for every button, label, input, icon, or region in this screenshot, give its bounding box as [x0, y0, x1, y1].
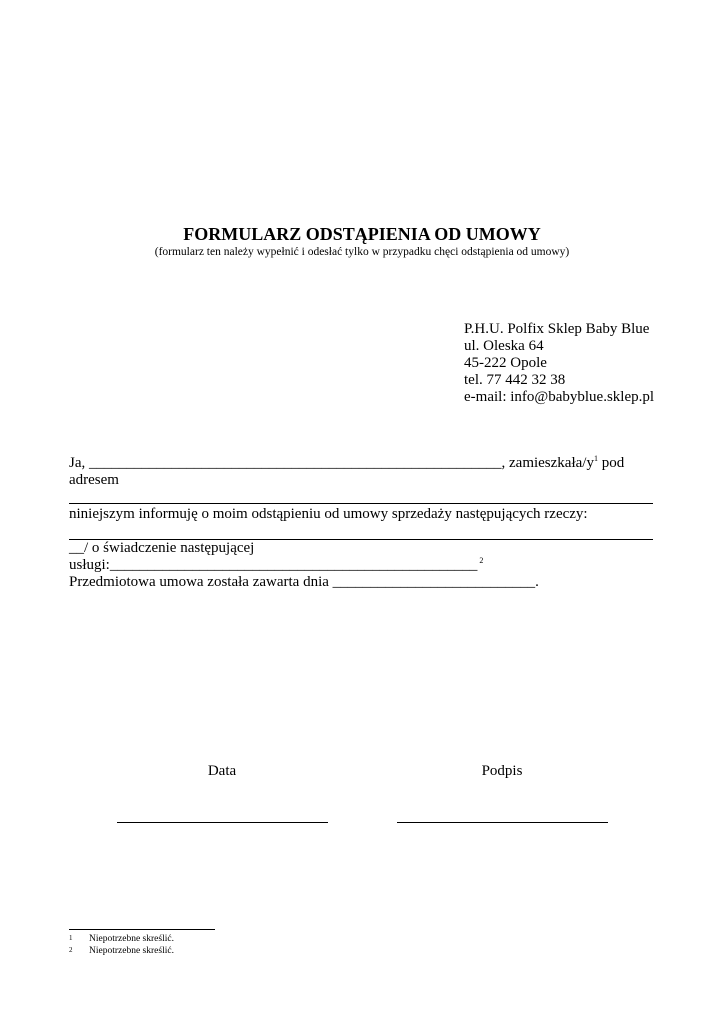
footnote-2-text: Niepotrzebne skreślić.: [89, 946, 174, 956]
declarant-name-blank[interactable]: _______________________________________________________: [89, 455, 502, 471]
form-subtitle: (formularz ten należy wypełnić i odesłać tylko w przypadku chęci odstąpienia od umowy): [154, 246, 570, 258]
date-blank-line[interactable]: [117, 822, 328, 823]
addressee-street: ul. Oleska 64: [464, 338, 544, 354]
addressee-phone: tel. 77 442 32 38: [464, 372, 566, 388]
address-label: adresem: [69, 472, 119, 488]
declarant-prefix: Ja,: [69, 455, 86, 471]
service-blank[interactable]: usługi:_________________________________________________: [69, 557, 478, 573]
footnote-2: [69, 946, 174, 956]
footnote-ref-2: 2: [479, 556, 484, 565]
service-statement: __/ o świadczenie następującej: [69, 540, 255, 556]
footnote-2-number: 2: [69, 946, 73, 954]
declarant-line: [69, 455, 624, 472]
goods-statement: niniejszym informuję o moim odstąpieniu od umowy sprzedaży następujących rzeczy:: [69, 506, 588, 522]
service-line: [69, 557, 483, 574]
addressee-name: P.H.U. Polfix Sklep Baby Blue: [464, 321, 650, 337]
date-label: Data: [207, 763, 237, 779]
signature-label: Podpis: [481, 763, 523, 779]
signature-blank-line[interactable]: [397, 822, 608, 823]
address-blank-line[interactable]: [69, 503, 653, 504]
residence-end: pod: [597, 455, 625, 471]
contract-date-line[interactable]: Przedmiotowa umowa została zawarta dnia ___________________________.: [69, 574, 539, 590]
residence-label: , zamieszkała/y: [501, 455, 594, 471]
footnote-ref-1: 1: [593, 454, 598, 463]
addressee-city: 45-222 Opole: [464, 355, 547, 371]
form-title: FORMULARZ ODSTĄPIENIA OD UMOWY: [183, 224, 541, 244]
addressee-email: e-mail: info@babyblue.sklep.pl: [464, 389, 655, 405]
footnote-separator: [69, 929, 215, 930]
footnote-1-text: Niepotrzebne skreślić.: [89, 934, 174, 944]
footnote-1: [69, 934, 174, 944]
footnote-1-number: 1: [69, 934, 73, 942]
